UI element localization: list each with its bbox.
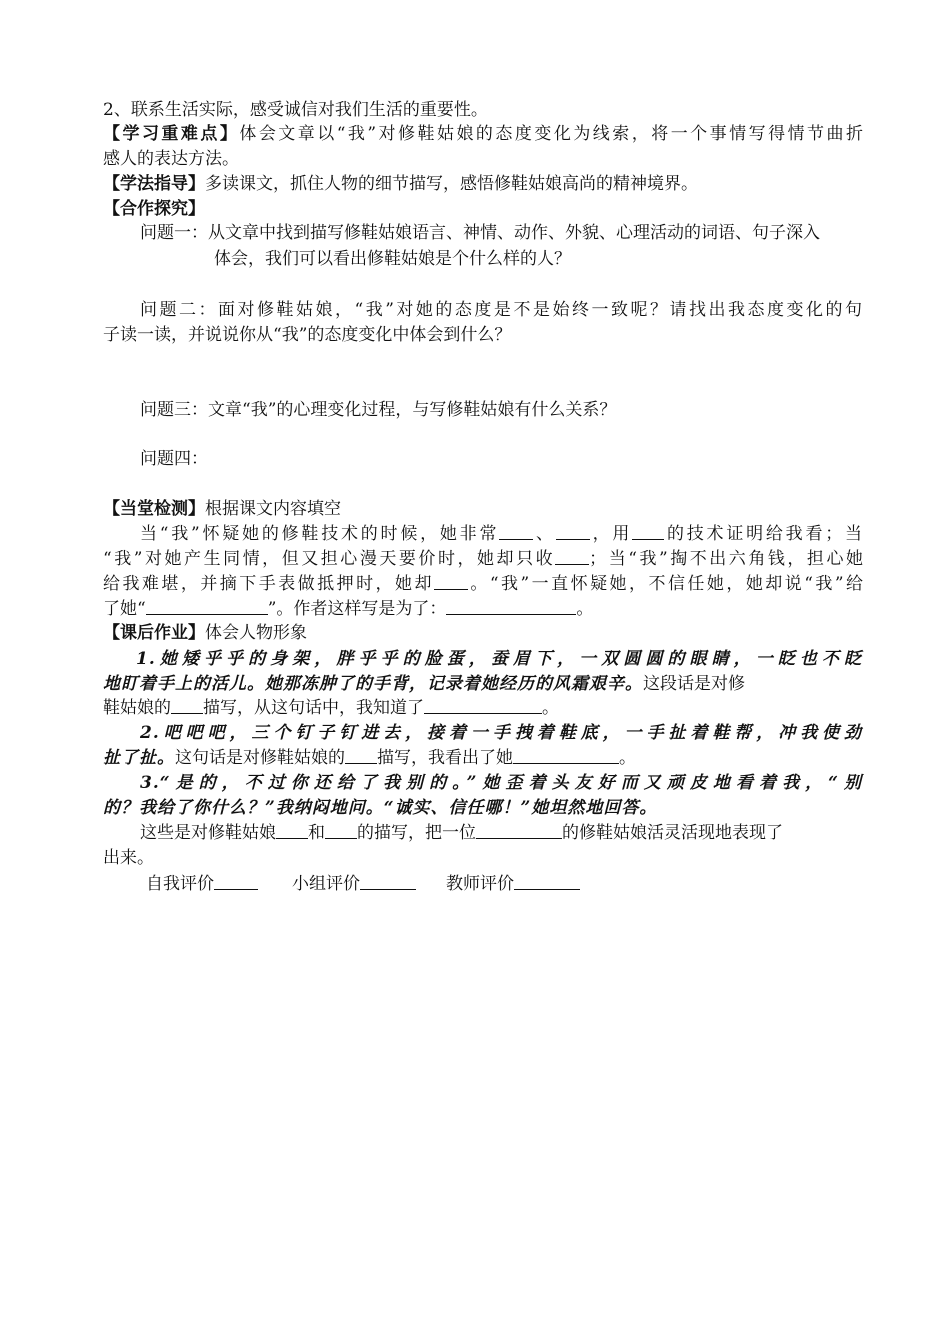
excerpt-1: 1.她矮乎乎的身架，胖乎乎的脸蛋，蚕眉下，一双圆圆的眼睛，一眨也不眨 xyxy=(136,649,862,669)
objective-2: 2、联系生活实际，感受诚信对我们生活的重要性。 xyxy=(103,100,488,120)
fill-text: 。“我”一直怀疑她，不信任她，她却说“我”给 xyxy=(467,574,864,594)
study-method-line xyxy=(103,171,863,197)
blank-7[interactable] xyxy=(446,596,576,615)
key-difficulties-line xyxy=(103,121,863,147)
fill-text: 给我难堪，并摘下手表做抵押时，她却 xyxy=(103,574,434,594)
fill-text: “我”对她产生同情，但又担心漫天要价时，她却只收 xyxy=(103,549,556,569)
excerpt-1-prompt xyxy=(103,695,863,721)
fill-text: ”。作者这样写是为了： xyxy=(267,599,447,619)
section-heading: 【课后作业】 xyxy=(103,623,205,643)
blank-9[interactable] xyxy=(424,695,542,714)
blank-2[interactable] xyxy=(556,521,590,540)
cooperation-heading: 【合作探究】 xyxy=(103,199,205,219)
fill-text: 鞋姑娘的 xyxy=(103,698,171,718)
excerpt-quote: 扯了扯。 xyxy=(103,748,175,768)
blank-10[interactable] xyxy=(345,745,377,764)
section-text: 根据课文内容填空 xyxy=(205,499,341,519)
excerpt-2-cont xyxy=(103,745,863,771)
blank-3[interactable] xyxy=(632,521,664,540)
key-difficulties-cont: 感人的表达方法。 xyxy=(103,149,239,169)
fill-line-4 xyxy=(103,596,863,622)
blank-13[interactable] xyxy=(325,820,357,839)
fill-line-3 xyxy=(103,571,863,597)
fill-text: 。 xyxy=(619,748,636,768)
section-heading: 【当堂检测】 xyxy=(103,499,205,519)
fill-text: 当“我”怀疑她的修鞋技术的时候，她非常 xyxy=(140,524,500,544)
question-1-cont: 体会，我们可以看出修鞋姑娘是个什么样的人？ xyxy=(214,249,571,269)
question-4: 问题四： xyxy=(140,449,208,469)
fill-text: 描写，我看出了她 xyxy=(377,748,513,768)
fill-line-1 xyxy=(140,521,862,547)
excerpt-1-cont xyxy=(103,671,863,697)
homework-line xyxy=(103,620,863,646)
blank-14[interactable] xyxy=(476,820,562,839)
fill-text: 描写，从这句话中，我知道了 xyxy=(203,698,424,718)
section-heading: 【学法指导】 xyxy=(103,174,205,194)
question-3: 问题三：文章“我”的心理变化过程，与写修鞋姑娘有什么关系？ xyxy=(140,400,617,420)
self-eval-blank[interactable] xyxy=(214,871,258,890)
fill-text: 、 xyxy=(533,524,556,544)
fill-line-2 xyxy=(103,546,863,572)
blank-1[interactable] xyxy=(499,521,533,540)
excerpt-3: 3.“是的，不过你还给了我别的。”她歪着头友好而又顽皮地看着我，“别 xyxy=(140,773,862,793)
fill-text: 这些是对修鞋姑娘 xyxy=(140,823,276,843)
blank-6[interactable] xyxy=(146,596,268,615)
section-text: 多读课文，抓住人物的细节描写，感悟修鞋姑娘高尚的精神境界。 xyxy=(205,174,698,194)
fill-text: 。 xyxy=(576,599,594,619)
fill-text: 了她“ xyxy=(103,599,146,619)
group-eval-label: 小组评价 xyxy=(292,874,360,894)
question-2: 问题二：面对修鞋姑娘，“我”对她的态度是不是始终一致呢？请找出我态度变化的句 xyxy=(140,300,862,320)
excerpt-3-cont: 的？我给了你什么？”我纳闷地问。“诚实、信任哪！”她坦然地回答。 xyxy=(103,798,658,818)
section-text: 体会文章以“我”对修鞋姑娘的态度变化为线索，将一个事情写得情节曲折 xyxy=(239,124,863,144)
section-heading: 【学习重难点】 xyxy=(103,124,240,144)
blank-4[interactable] xyxy=(555,546,589,565)
group-eval-blank[interactable] xyxy=(360,871,416,890)
excerpt-2: 2.吧吧吧，三个钉子钉进去，接着一手拽着鞋底，一手扯着鞋帮，冲我使劲 xyxy=(140,723,862,743)
fill-text: 。 xyxy=(542,698,559,718)
blank-8[interactable] xyxy=(171,695,203,714)
fill-text: 这句话是对修鞋姑娘的 xyxy=(175,748,345,768)
blank-11[interactable] xyxy=(513,745,619,764)
class-test-line xyxy=(103,496,863,522)
summary-cont: 出来。 xyxy=(103,848,154,868)
excerpt-prompt: 这段话是对修 xyxy=(643,674,745,694)
self-eval-label: 自我评价 xyxy=(146,874,214,894)
teacher-eval-label: 教师评价 xyxy=(446,874,514,894)
fill-text: 和 xyxy=(308,823,325,843)
fill-text: 的修鞋姑娘活灵活现地表现了 xyxy=(562,823,783,843)
fill-text: 的描写，把一位 xyxy=(357,823,476,843)
question-2-cont: 子读一读，并说说你从“我”的态度变化中体会到什么？ xyxy=(103,325,512,345)
fill-text: 的技术证明给我看；当 xyxy=(664,524,863,544)
excerpt-quote: 地盯着手上的活儿。她那冻肿了的手背，记录着她经历的风霜艰辛。 xyxy=(103,674,643,694)
question-1: 问题一：从文章中找到描写修鞋姑娘语言、神情、动作、外貌、心理活动的词语、句子深入 xyxy=(140,223,820,243)
section-text: 体会人物形象 xyxy=(205,623,307,643)
fill-text: ，用 xyxy=(589,524,633,544)
fill-text: ；当“我”掏不出六角钱，担心她 xyxy=(589,549,863,569)
teacher-eval-blank[interactable] xyxy=(514,871,580,890)
summary-line xyxy=(140,820,862,846)
blank-12[interactable] xyxy=(276,820,308,839)
evaluation-row xyxy=(146,871,846,897)
blank-5[interactable] xyxy=(434,571,468,590)
